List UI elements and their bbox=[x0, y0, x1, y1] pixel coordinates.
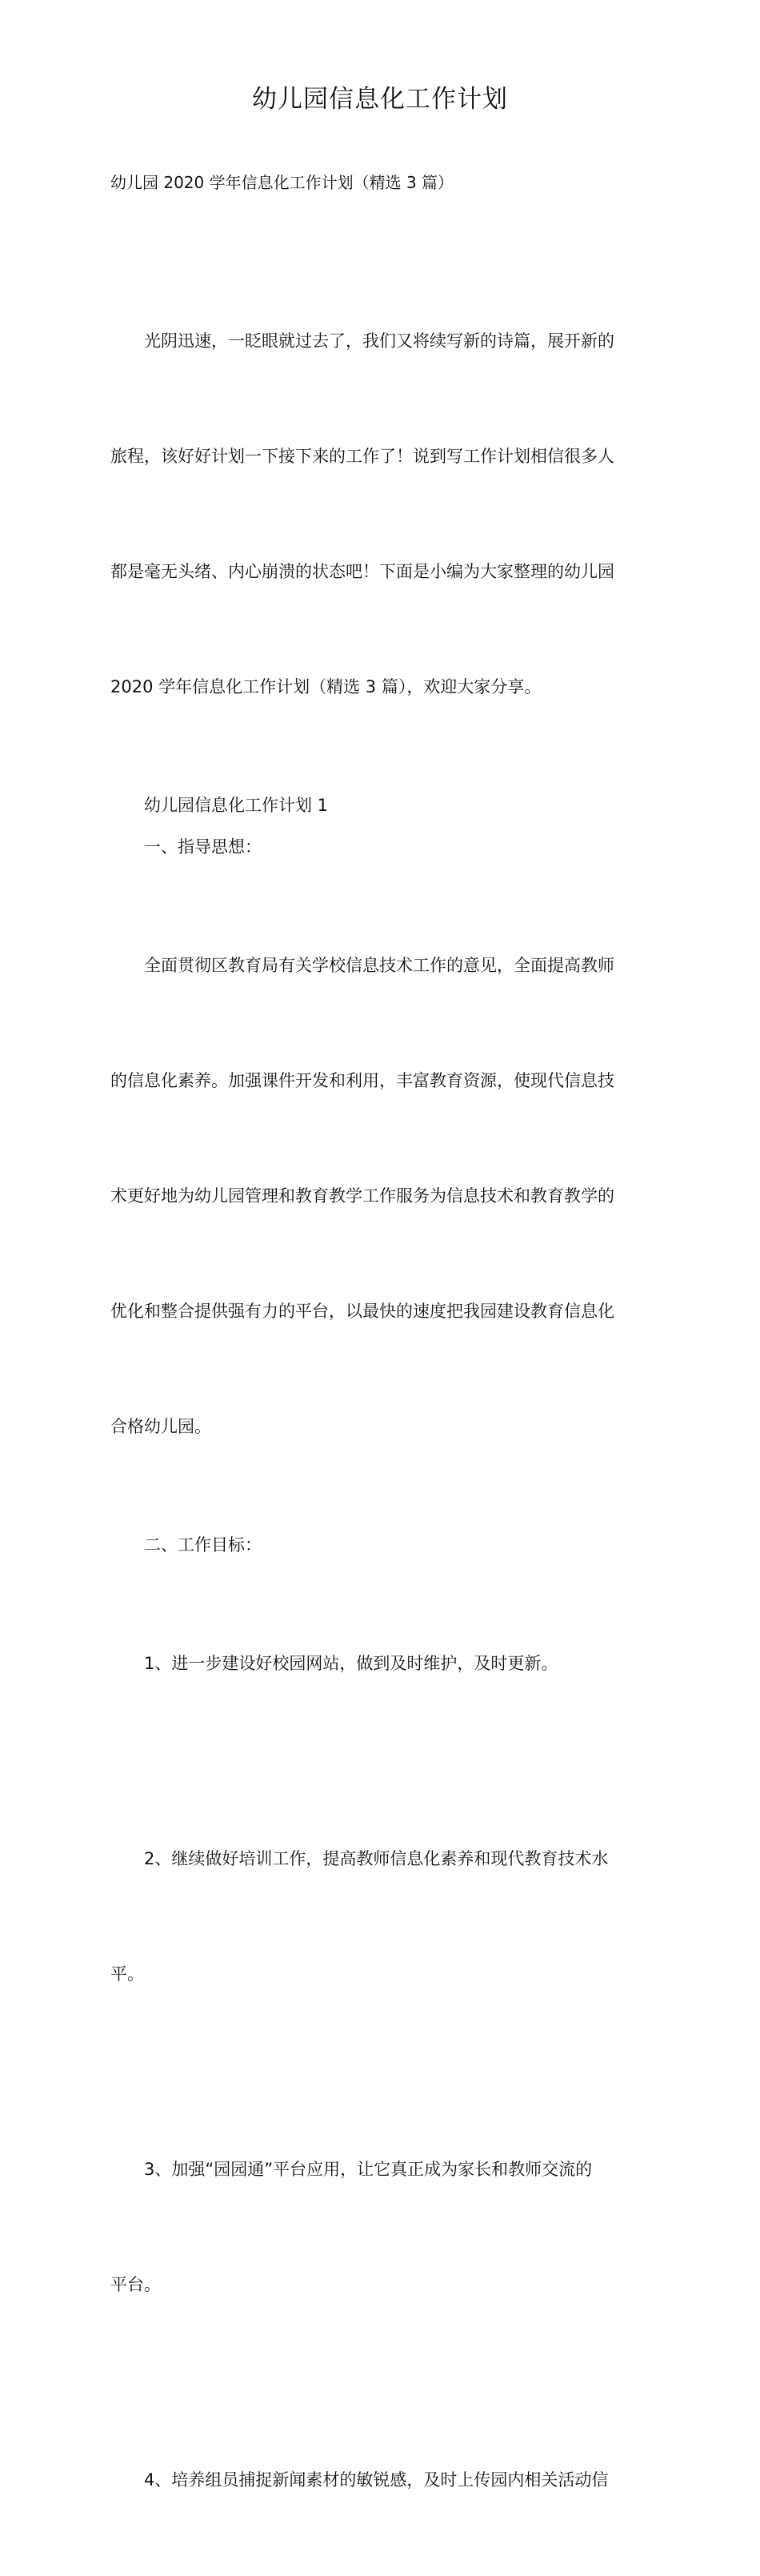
document-subtitle: 幼儿园 2020 学年信息化工作计划（精选 3 篇） bbox=[110, 173, 454, 192]
intro-line: 旅程，该好好计划一下接下来的工作了！说到写工作计划相信很多人 bbox=[110, 447, 614, 466]
document-body bbox=[110, 245, 654, 2576]
part1-line: 合格幼儿园。 bbox=[110, 1417, 211, 1436]
goal-line: 2、继续做好培训工作，提高教师信息化素养和现代教育技术水 bbox=[144, 1849, 609, 1868]
goal-line: 3、加强“园园通”平台应用，让它真正成为家长和教师交流的 bbox=[144, 2160, 593, 2179]
part1-heading: 一、指导思想： bbox=[144, 837, 262, 857]
goal-line: 平。 bbox=[110, 1964, 144, 1984]
part1-line: 的信息化素养。加强课件开发和利用，丰富教育资源，使现代信息技 bbox=[110, 1071, 614, 1090]
part1-line: 术更好地为幼儿园管理和教育教学工作服务为信息技术和教育教学的 bbox=[110, 1186, 614, 1206]
goal-item-4 bbox=[110, 2384, 654, 2576]
part2-heading: 二、工作目标： bbox=[144, 1535, 262, 1555]
document-title: 幼儿园信息化工作计划 bbox=[252, 85, 508, 114]
goal-item-2 bbox=[110, 1763, 654, 2070]
goal-item-1 bbox=[110, 1567, 654, 1759]
part1-line: 优化和整合提供强有力的平台，以最快的速度把我园建设教育信息化 bbox=[110, 1302, 614, 1321]
goal-line: 4、培养组员捕捉新闻素材的敏锐感，及时上传园内相关活动信 bbox=[144, 2470, 609, 2490]
part1-paragraph bbox=[110, 869, 654, 1523]
part1-line: 全面贯彻区教育局有关学校信息技术工作的意见，全面提高教师 bbox=[144, 956, 614, 975]
section-heading: 幼儿园信息化工作计划 1 bbox=[144, 796, 329, 815]
intro-paragraph bbox=[110, 245, 654, 783]
intro-line: 都是毫无头绪、内心崩溃的状态吧！下面是小编为大家整理的幼儿园 bbox=[110, 562, 614, 581]
goal-line: 1、进一步建设好校园网站，做到及时维护，及时更新。 bbox=[144, 1654, 558, 1673]
goal-item-3 bbox=[110, 2073, 654, 2381]
goal-line: 平台。 bbox=[110, 2275, 161, 2294]
intro-line: 光阴迅速，一眨眼就过去了，我们又将续写新的诗篇，展开新的 bbox=[144, 331, 614, 351]
intro-line: 2020 学年信息化工作计划（精选 3 篇），欢迎大家分享。 bbox=[110, 677, 542, 696]
